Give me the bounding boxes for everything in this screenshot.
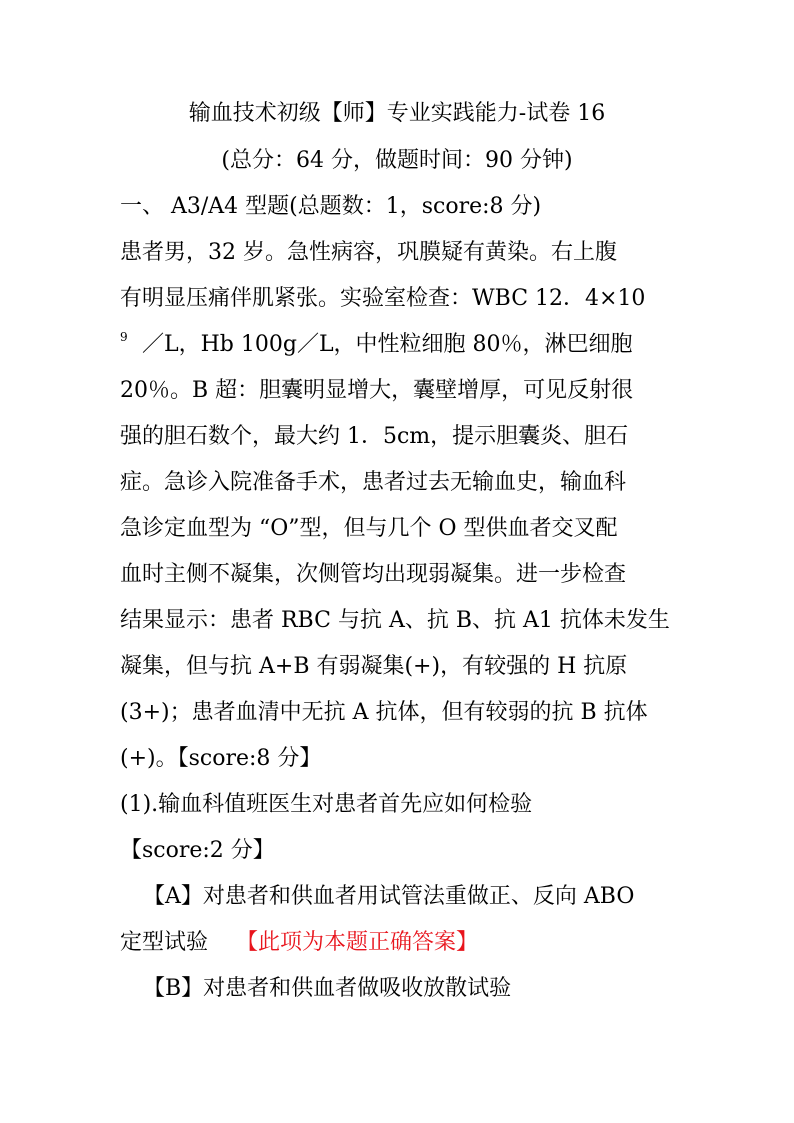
case-line-12: (+)。【score:8 分】 (120, 746, 322, 771)
option-a-text: 定型试验 (120, 930, 209, 955)
case-line-8: 血时主侧不凝集，次侧管均出现弱凝集。进一步检查 (120, 562, 627, 587)
case-line-10: 凝集，但与抗 A+B 有弱凝集(+)，有较强的 H 抗原 (120, 654, 628, 679)
option-a-line-2 (120, 928, 478, 958)
case-superscript: 9 (120, 330, 128, 344)
section-heading: 一、 A3/A4 型题(总题数：1，score:8 分) (120, 194, 542, 219)
option-a-line-1: 【A】对患者和供血者用试管法重做正、反向 ABO (143, 884, 635, 909)
option-b-line-1: 【B】对患者和供血者做吸收放散试验 (143, 976, 512, 1001)
case-line-9: 结果显示：患者 RBC 与抗 A、抗 B、抗 A1 抗体未发生 (120, 608, 670, 633)
case-line-5: 强的胆石数个，最大约 1．5cm，提示胆囊炎、胆石 (120, 424, 629, 449)
case-line-4: 20％。B 超：胆囊明显增大，囊壁增厚，可见反射很 (120, 378, 634, 403)
case-line-2: 有明显压痛伴肌紧张。实验室检查：WBC 12．4×10 (120, 286, 646, 311)
document-subtitle: (总分：64 分，做题时间：90 分钟) (221, 148, 573, 173)
document-title: 输血技术初级【师】专业实践能力-试卷 16 (188, 101, 606, 126)
correct-answer-tag: 【此项为本题正确答案】 (236, 930, 479, 955)
case-line-3: ／L，Hb 100g／L，中性粒细胞 80％，淋巴细胞 (142, 332, 633, 357)
case-line-6: 症。急诊入院准备手术，患者过去无输血史，输血科 (120, 470, 627, 495)
question-score: 【score:2 分】 (120, 838, 275, 863)
case-line-11: (3+)；患者血清中无抗 A 抗体，但有较弱的抗 B 抗体 (120, 700, 648, 725)
case-line-7: 急诊定血型为 “O”型，但与几个 O 型供血者交叉配 (120, 516, 618, 541)
case-line-1: 患者男，32 岁。急性病容，巩膜疑有黄染。右上腹 (120, 240, 617, 265)
question-stem: (1).输血科值班医生对患者首先应如何检验 (120, 792, 533, 817)
